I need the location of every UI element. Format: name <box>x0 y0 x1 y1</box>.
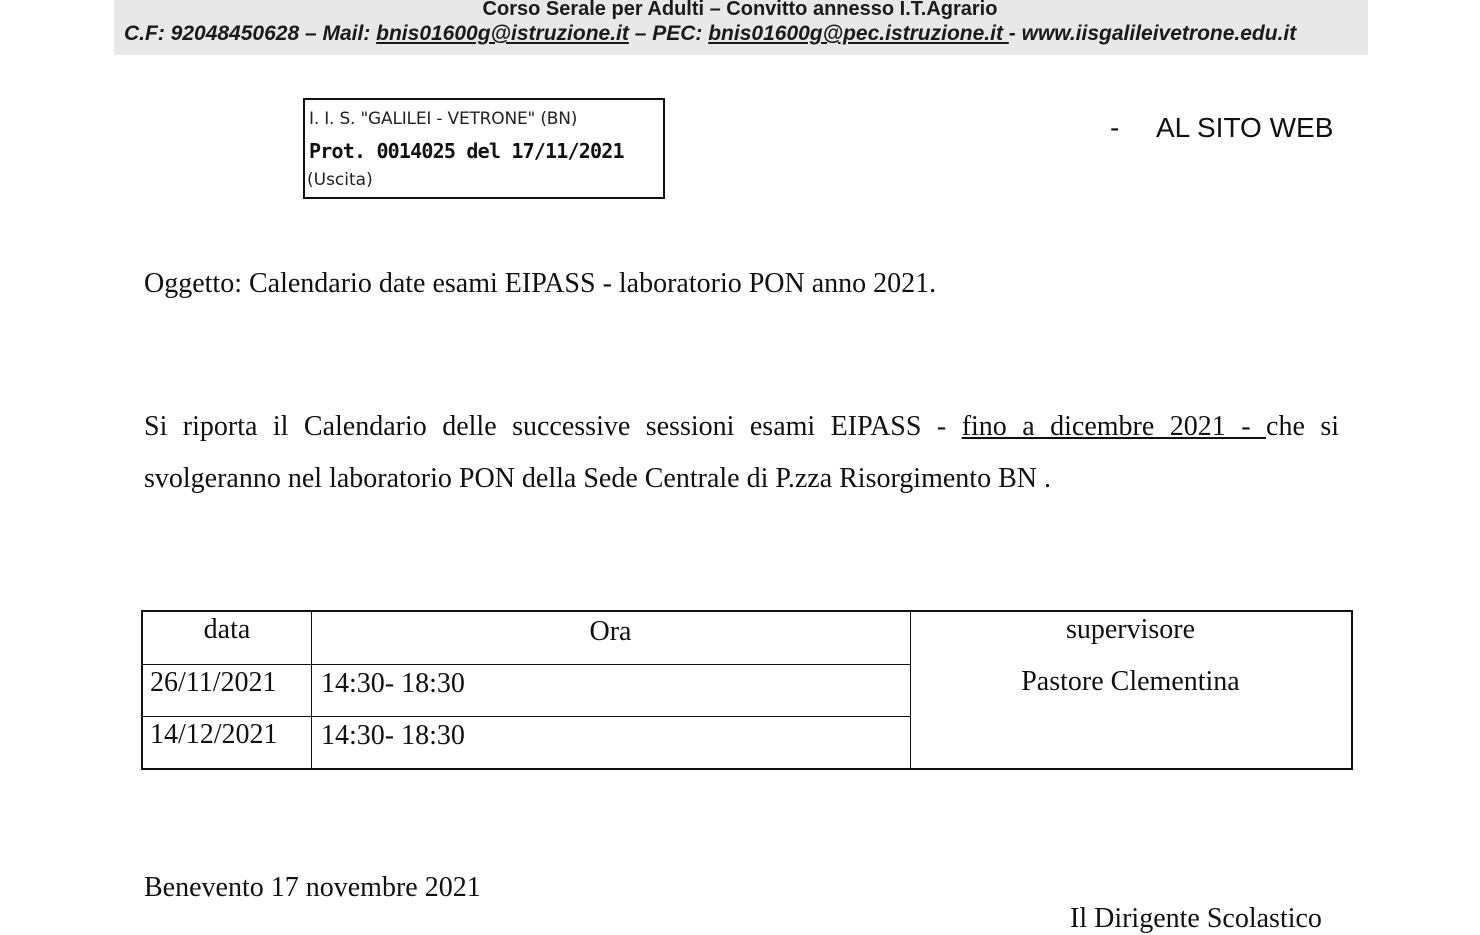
row-divider <box>143 664 911 665</box>
subject-line: Oggetto: Calendario date esami EIPASS - laboratorio PON anno 2021. <box>144 268 937 299</box>
body-paragraph <box>144 401 1339 505</box>
header-date: data <box>203 614 251 645</box>
protocol-stamp <box>303 98 665 199</box>
protocol-direction: (Uscita) <box>307 170 373 190</box>
website-link[interactable]: - www.iisgalileivetrone.edu.it <box>1008 22 1297 45</box>
protocol-number: Prot. 0014025 del 17/11/2021 <box>309 139 624 163</box>
row-time: 14:30- 18:30 <box>321 720 465 751</box>
header-time: Ora <box>589 616 632 647</box>
row-divider <box>143 716 911 717</box>
recipient-label: AL SITO WEB <box>1156 112 1334 143</box>
exam-schedule-table <box>141 610 1353 770</box>
mail-link[interactable]: bnis01600g@istruzione.it <box>376 22 629 45</box>
tax-code-text: C.F: 92048450628 – Mail: <box>124 22 377 45</box>
body-text-part2: che si svolgeranno nel laboratorio PON della Sede Centrale di P.zza Risorgimento BN . <box>144 411 1340 494</box>
header-supervisor: supervisore <box>1065 614 1196 645</box>
signatory-title: Il Dirigente Scolastico <box>1070 903 1322 934</box>
letterhead-title: Corso Serale per Adulti – Convitto annesso I.T.Agrario <box>482 0 998 20</box>
protocol-school: I. I. S. "GALILEI - VETRONE" (BN) <box>309 109 578 129</box>
pec-label: – PEC: <box>628 22 709 45</box>
recipient <box>1110 112 1333 144</box>
letterhead-contacts <box>124 22 1364 46</box>
row-time: 14:30- 18:30 <box>321 668 465 699</box>
body-underlined: fino a dicembre 2021 - <box>961 411 1267 442</box>
body-text-part1: Si riporta il Calendario delle successive sessioni esami EIPASS - <box>144 411 962 442</box>
recipient-dash: - <box>1110 112 1120 143</box>
row-date: 26/11/2021 <box>150 667 277 698</box>
row-date: 14/12/2021 <box>150 719 278 750</box>
supervisor-name: Pastore Clementina <box>1021 666 1240 697</box>
pec-link[interactable]: bnis01600g@pec.istruzione.it <box>708 22 1009 45</box>
place-and-date: Benevento 17 novembre 2021 <box>144 872 481 903</box>
